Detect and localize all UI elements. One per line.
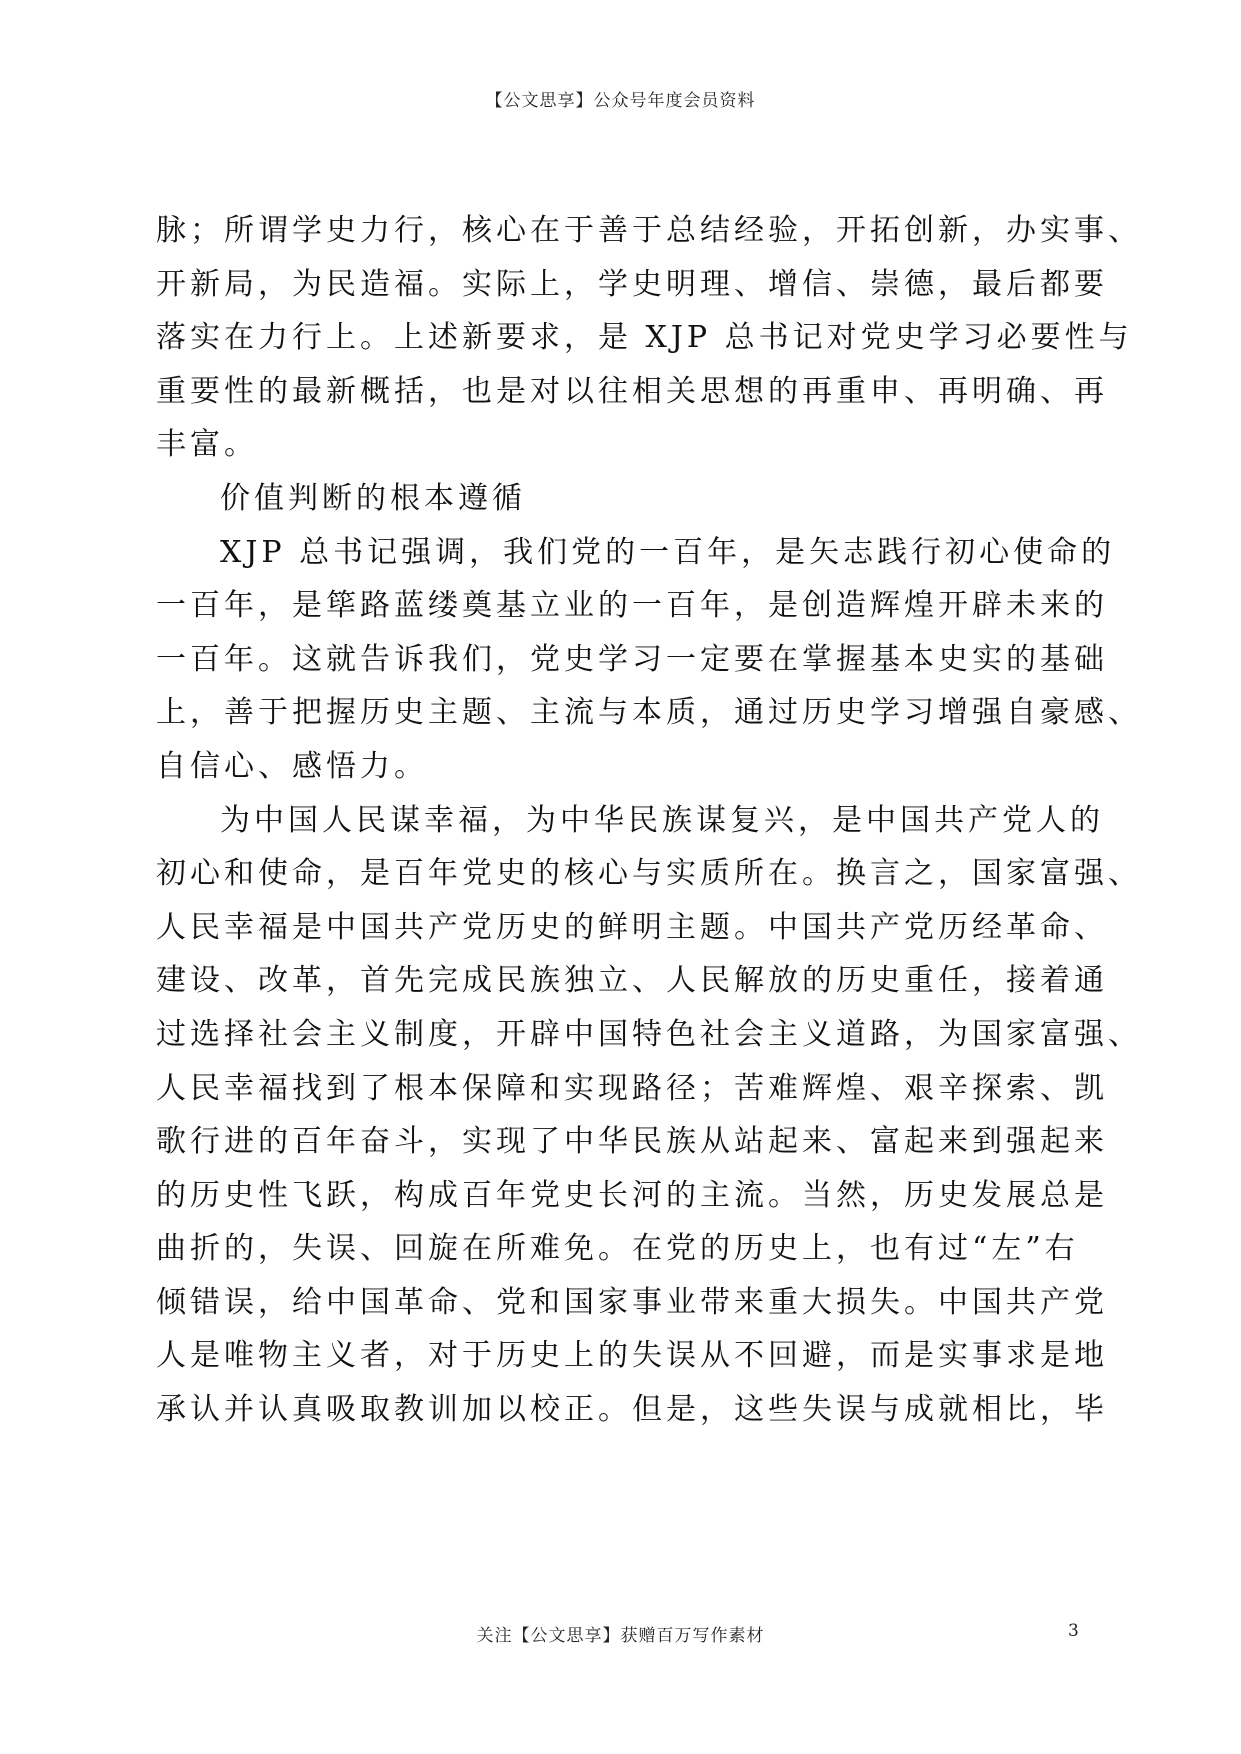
text-line: 人民幸福是中国共产党历史的鲜明主题。中国共产党历经革命、 — [156, 909, 1108, 945]
text-line: 的历史性飞跃，构成百年党史长河的主流。当然，历史发展总是 — [156, 1177, 1108, 1213]
text-line: 开新局，为民造福。实际上，学史明理、增信、崇德，最后都要 — [156, 266, 1108, 302]
text-line: 人民幸福找到了根本保障和实现路径；苦难辉煌、艰辛探索、凯 — [156, 1070, 1108, 1106]
text-line: 倾错误，给中国革命、党和国家事业带来重大损失。中国共产党 — [156, 1284, 1108, 1320]
page-header: 【公文思享】公众号年度会员资料 — [485, 91, 756, 111]
page-footer: 关注【公文思享】获赠百万写作素材 — [476, 1626, 765, 1646]
text-line: 人是唯物主义者，对于历史上的失误从不回避，而是实事求是地 — [156, 1338, 1108, 1374]
text-line: 自信心、感悟力。 — [156, 748, 428, 784]
text-line: 上，善于把握历史主题、主流与本质，通过历史学习增强自豪感、 — [156, 695, 1142, 731]
text-line: 重要性的最新概括，也是对以往相关思想的再重申、再明确、再 — [156, 373, 1108, 409]
document-body — [156, 204, 1142, 1437]
text-line: 为中国人民谋幸福，为中华民族谋复兴，是中国共产党人的 — [220, 802, 1104, 838]
text-line: 歌行进的百年奋斗，实现了中华民族从站起来、富起来到强起来 — [156, 1124, 1108, 1160]
text-line: 脉；所谓学史力行，核心在于善于总结经验，开拓创新，办实事、 — [156, 213, 1142, 248]
text-line: 建设、改革，首先完成民族独立、人民解放的历史重任，接着通 — [156, 963, 1108, 999]
text-line: 一百年，是筚路蓝缕奠基立业的一百年，是创造辉煌开辟未来的 — [156, 588, 1108, 624]
text-line: 丰富。 — [156, 427, 258, 463]
text-line: 落实在力行上。上述新要求，是 XJP 总书记对党史学习必要性与 — [156, 320, 1133, 356]
text-line: 初心和使命，是百年党史的核心与实质所在。换言之，国家富强、 — [156, 856, 1142, 892]
text-line: 承认并认真吸取教训加以校正。但是，这些失误与成就相比，毕 — [156, 1392, 1108, 1428]
text-line: 曲折的，失误、回旋在所难免。在党的历史上，也有过“左”右 — [156, 1231, 1079, 1267]
text-line: 过选择社会主义制度，开辟中国特色社会主义道路，为国家富强、 — [156, 1016, 1142, 1052]
text-line: XJP 总书记强调，我们党的一百年，是矢志践行初心使命的 — [220, 534, 1116, 570]
text-line: 一百年。这就告诉我们，党史学习一定要在掌握基本史实的基础 — [156, 641, 1108, 677]
page-number: 3 — [1068, 1621, 1079, 1641]
text-line: 价值判断的根本遵循 — [220, 480, 526, 516]
